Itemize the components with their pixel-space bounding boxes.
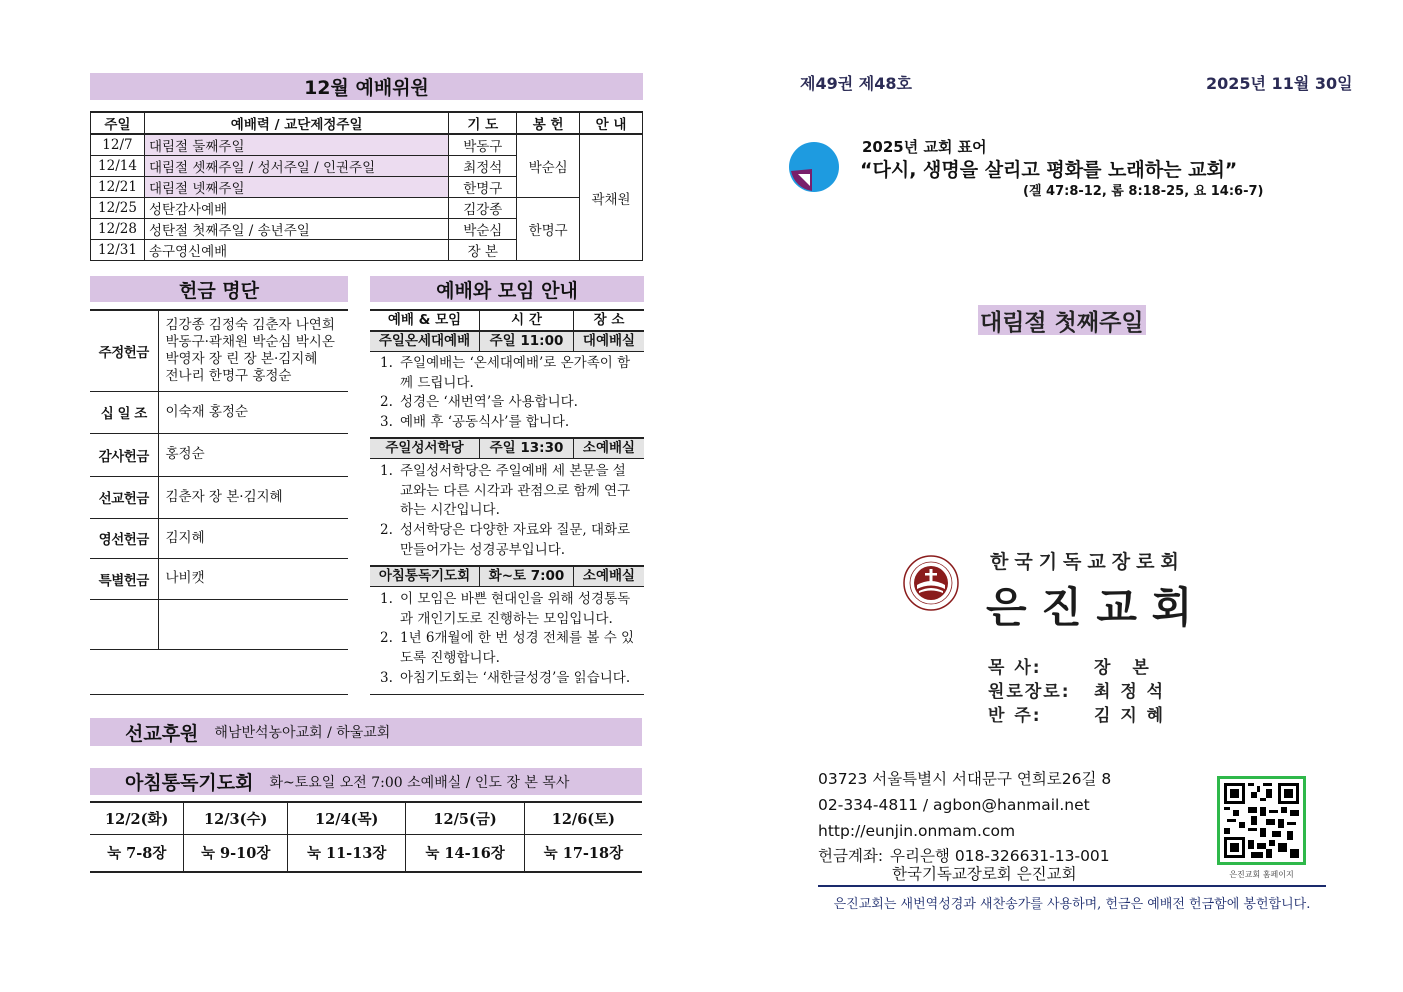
- motto-label: 2025년 교회 표어: [862, 138, 987, 156]
- note-text: 아침기도회는 ‘새한글성경’을 읽습니다.: [400, 669, 631, 686]
- list-item: 1. 주일성서학당은 주일예배 세 본문을 설교와는 다른 시각과 관점으로 함께 연구하는 시간입니다.: [380, 462, 638, 521]
- list-item: 2. 성경은 ‘새번역’을 사용합니다.: [380, 393, 638, 413]
- volume-number: 제49권 제48호: [800, 74, 912, 93]
- offering-label: [90, 599, 158, 649]
- meetings-header-row: [370, 309, 644, 331]
- row-prayer: 한명구: [449, 177, 517, 198]
- row-date: 12/28: [91, 219, 145, 240]
- row-service: 성탄감사예배: [144, 198, 448, 219]
- offerings-title: 헌금 명단: [178, 279, 260, 302]
- row-prayer: 박순심: [449, 219, 517, 240]
- offering-label: 영선헌금: [90, 518, 158, 558]
- reading-passage: 눅 9-10장: [184, 834, 288, 872]
- col-header-prayer: 기 도: [449, 112, 517, 134]
- footer-note: 은진교회는 새번역성경과 새찬송가를 사용하며, 헌금은 예배전 헌금함에 봉헌합니다.: [833, 897, 1311, 912]
- account-label: 헌금계좌:: [818, 847, 884, 865]
- website-link[interactable]: http://eunjin.onmam.com: [818, 822, 1016, 840]
- qr-caption: 은진교회 홈페이지: [1229, 870, 1294, 879]
- worship-committee-table: [90, 111, 643, 261]
- row-service: 송구영신예배: [144, 240, 448, 261]
- worship-title: 12월 예배위원: [304, 77, 429, 99]
- reading-passage: 눅 14-16장: [406, 834, 524, 872]
- church-name: 은 진 교 회: [986, 583, 1193, 632]
- col-header-offering: 봉 헌: [517, 112, 580, 134]
- account-number: 우리은행 018-326631-13-001: [890, 847, 1110, 865]
- staff-name: 김 지 혜: [1094, 706, 1166, 726]
- footer-rule: [818, 885, 1326, 887]
- meeting-place: 소예배실: [582, 440, 636, 456]
- offering-names: 이숙재 홍정순: [158, 391, 348, 433]
- meeting-name: 주일온세대예배: [370, 332, 480, 351]
- row-date: 12/21: [91, 177, 145, 198]
- staff-role: 반 주:: [988, 706, 1042, 726]
- list-item: 3. 아침기도회는 ‘새한글성경’을 읽습니다.: [380, 669, 638, 689]
- reading-table: [90, 801, 642, 873]
- meeting-place: 대예배실: [582, 333, 636, 349]
- col-header-place: 장 소: [593, 312, 625, 328]
- note-text: 주일성서학당은 주일예배 세 본문을 설교와는 다른 시각과 관점으로 함께 연구하는 시간입니다.: [400, 463, 631, 519]
- row-prayer: 김강종: [449, 198, 517, 219]
- offerings-title-bar: [90, 276, 348, 302]
- staff-name: 장 본: [1094, 658, 1157, 678]
- col-header-time: 시 간: [480, 311, 574, 330]
- table-header-row: [91, 112, 643, 134]
- offering-label: 선교헌금: [90, 476, 158, 518]
- table-row: [90, 599, 348, 649]
- table-row: [91, 134, 643, 156]
- table-row: [90, 476, 348, 518]
- offering-label: 특별헌금: [90, 558, 158, 599]
- note-text: 주일예배는 ‘온세대예배’로 온가족이 함께 드립니다.: [400, 355, 631, 391]
- note-text: 성경은 ‘새번역’을 사용합니다.: [400, 394, 578, 411]
- col-header-date: 주일: [91, 112, 145, 134]
- meeting-name: 주일성서학당: [370, 439, 480, 458]
- list-item: 1. 주일예배는 ‘온세대예배’로 온가족이 함께 드립니다.: [380, 354, 638, 393]
- reading-passage: 눅 17-18장: [524, 834, 642, 872]
- row-date: 12/14: [91, 156, 145, 177]
- meetings-bottom-rule: [370, 694, 644, 695]
- row-service: 성탄절 첫째주일 / 송년주일: [144, 219, 448, 240]
- offering-names: 홍정순: [158, 433, 348, 476]
- list-item: 3. 예배 후 ‘공동식사’를 합니다.: [380, 413, 638, 433]
- meeting-row: [370, 437, 644, 459]
- meeting-row: [370, 330, 644, 352]
- denomination-name: 한국기독교장로회: [990, 551, 1185, 573]
- offering-line: 전나리 한명구 홍정순: [165, 367, 292, 384]
- morning-bar: [90, 768, 642, 795]
- staff-row: [988, 704, 1165, 728]
- reading-day: 12/6(토): [524, 802, 642, 834]
- col-header-guide: 안 내: [580, 112, 643, 134]
- motto-logo-icon: [788, 141, 840, 193]
- sunday-title-box: [978, 305, 1146, 335]
- row-service: 대림절 둘째주일: [144, 134, 448, 156]
- address: 03723 서울특별시 서대문구 연희로26길 8: [818, 770, 1112, 788]
- table-row: [90, 310, 348, 391]
- mission-title: 선교후원: [125, 722, 199, 745]
- offering-cell: 박순심: [517, 134, 580, 198]
- row-prayer: 박동구: [449, 134, 517, 156]
- row-prayer: 최정석: [449, 156, 517, 177]
- note-text: 성서학당은 다양한 자료와 질문, 대화로 만들어가는 성경공부입니다.: [400, 522, 631, 558]
- row-service: 대림절 셋째주일 / 성서주일 / 인권주일: [144, 156, 448, 177]
- col-header-meeting: 예배 & 모임: [370, 311, 480, 330]
- staff-row: [988, 680, 1165, 704]
- mission-bar: [90, 718, 642, 746]
- reading-passage: 눅 11-13장: [287, 834, 405, 872]
- offering-line: 김강종 김정숙 김춘자 나연희: [165, 316, 335, 333]
- church-seal-icon: [903, 555, 959, 611]
- offerings-bottom-rule: [90, 694, 348, 695]
- meeting-notes: [370, 354, 644, 433]
- table-row: [91, 198, 643, 219]
- row-date: 12/31: [91, 240, 145, 261]
- row-service: 대림절 넷째주일: [144, 177, 448, 198]
- table-row: [90, 518, 348, 558]
- worship-title-bar: [90, 73, 643, 100]
- motto-reference: (겔 47:8-12, 롬 8:18-25, 요 14:6-7): [1023, 184, 1264, 199]
- sunday-title: 대림절 첫째주일: [980, 309, 1144, 336]
- staff-role: 목 사:: [988, 658, 1042, 678]
- table-row: [90, 834, 642, 872]
- reading-day: 12/5(금): [406, 802, 524, 834]
- staff-role: 원로장로:: [988, 682, 1071, 702]
- offering-label: 주정헌금: [90, 310, 158, 391]
- motto-text: “다시, 생명을 살리고 평화를 노래하는 교회”: [860, 159, 1238, 181]
- meeting-name: 아침통독기도회: [370, 567, 480, 586]
- phone-email: 02-334-4811 / agbon@hanmail.net: [818, 796, 1090, 814]
- mission-text: 해남반석농아교회 / 하울교회: [214, 725, 391, 741]
- bulletin-date: 2025년 11월 30일: [1206, 74, 1353, 93]
- table-row: [90, 391, 348, 433]
- reading-day: 12/4(목): [287, 802, 405, 834]
- note-text: 예배 후 ‘공동식사’를 합니다.: [400, 414, 570, 431]
- guide-cell: 곽채원: [580, 134, 643, 261]
- list-item: 1. 이 모임은 바쁜 현대인을 위해 성경통독과 개인기도로 진행하는 모임입니다.: [380, 590, 638, 629]
- meeting-time: 주일 13:30: [480, 439, 574, 458]
- account-holder: 한국기독교장로회 은진교회: [892, 865, 1077, 883]
- meetings-title-bar: [370, 276, 644, 302]
- reading-day: 12/2(화): [90, 802, 184, 834]
- staff-name: 최 정 석: [1094, 682, 1166, 702]
- meeting-time: 화~토 7:00: [480, 567, 574, 586]
- list-item: 2. 성서학당은 다양한 자료와 질문, 대화로 만들어가는 성경공부입니다.: [380, 521, 638, 560]
- offerings-table: [90, 309, 348, 650]
- reading-passage: 눅 7-8장: [90, 834, 184, 872]
- offering-cell: 한명구: [517, 198, 580, 261]
- staff-list: [988, 656, 1165, 728]
- offering-names: 김지혜: [158, 518, 348, 558]
- meeting-notes: [370, 462, 644, 561]
- meeting-time: 주일 11:00: [480, 332, 574, 351]
- meetings-title: 예배와 모임 안내: [436, 279, 578, 302]
- contact-block: [818, 766, 1111, 883]
- offering-names: [158, 599, 348, 649]
- meeting-row: [370, 565, 644, 587]
- morning-text: 화~토요일 오전 7:00 소예배실 / 인도 장 본 목사: [269, 774, 570, 791]
- offering-names: 나비캣: [158, 558, 348, 599]
- offering-line: 박동구·곽채원 박순심 박시온: [165, 333, 335, 350]
- row-prayer: 장 본: [449, 240, 517, 261]
- qr-code-icon[interactable]: [1217, 776, 1306, 865]
- note-text: 1년 6개월에 한 번 성경 전체를 볼 수 있도록 진행합니다.: [400, 630, 635, 667]
- col-header-service: 예배력 / 교단제정주일: [144, 112, 448, 134]
- offering-names: [158, 310, 348, 391]
- account-row: [818, 847, 1111, 865]
- meeting-place: 소예배실: [582, 568, 636, 584]
- table-row: [90, 433, 348, 476]
- row-date: 12/25: [91, 198, 145, 219]
- table-row: [90, 558, 348, 599]
- staff-row: [988, 656, 1165, 680]
- offering-label: 감사헌금: [90, 433, 158, 476]
- offering-names: 김춘자 장 본·김지혜: [158, 476, 348, 518]
- note-text: 이 모임은 바쁜 현대인을 위해 성경통독과 개인기도로 진행하는 모임입니다.: [400, 591, 631, 627]
- list-item: 2. 1년 6개월에 한 번 성경 전체를 볼 수 있도록 진행합니다.: [380, 629, 638, 668]
- reading-day: 12/3(수): [184, 802, 288, 834]
- offering-label: 십 일 조: [90, 391, 158, 433]
- offering-line: 박영자 장 린 장 본·김지혜: [165, 350, 318, 367]
- meeting-notes: [370, 590, 644, 689]
- table-row: [90, 802, 642, 834]
- row-date: 12/7: [91, 134, 145, 156]
- morning-title: 아침통독기도회: [125, 772, 254, 794]
